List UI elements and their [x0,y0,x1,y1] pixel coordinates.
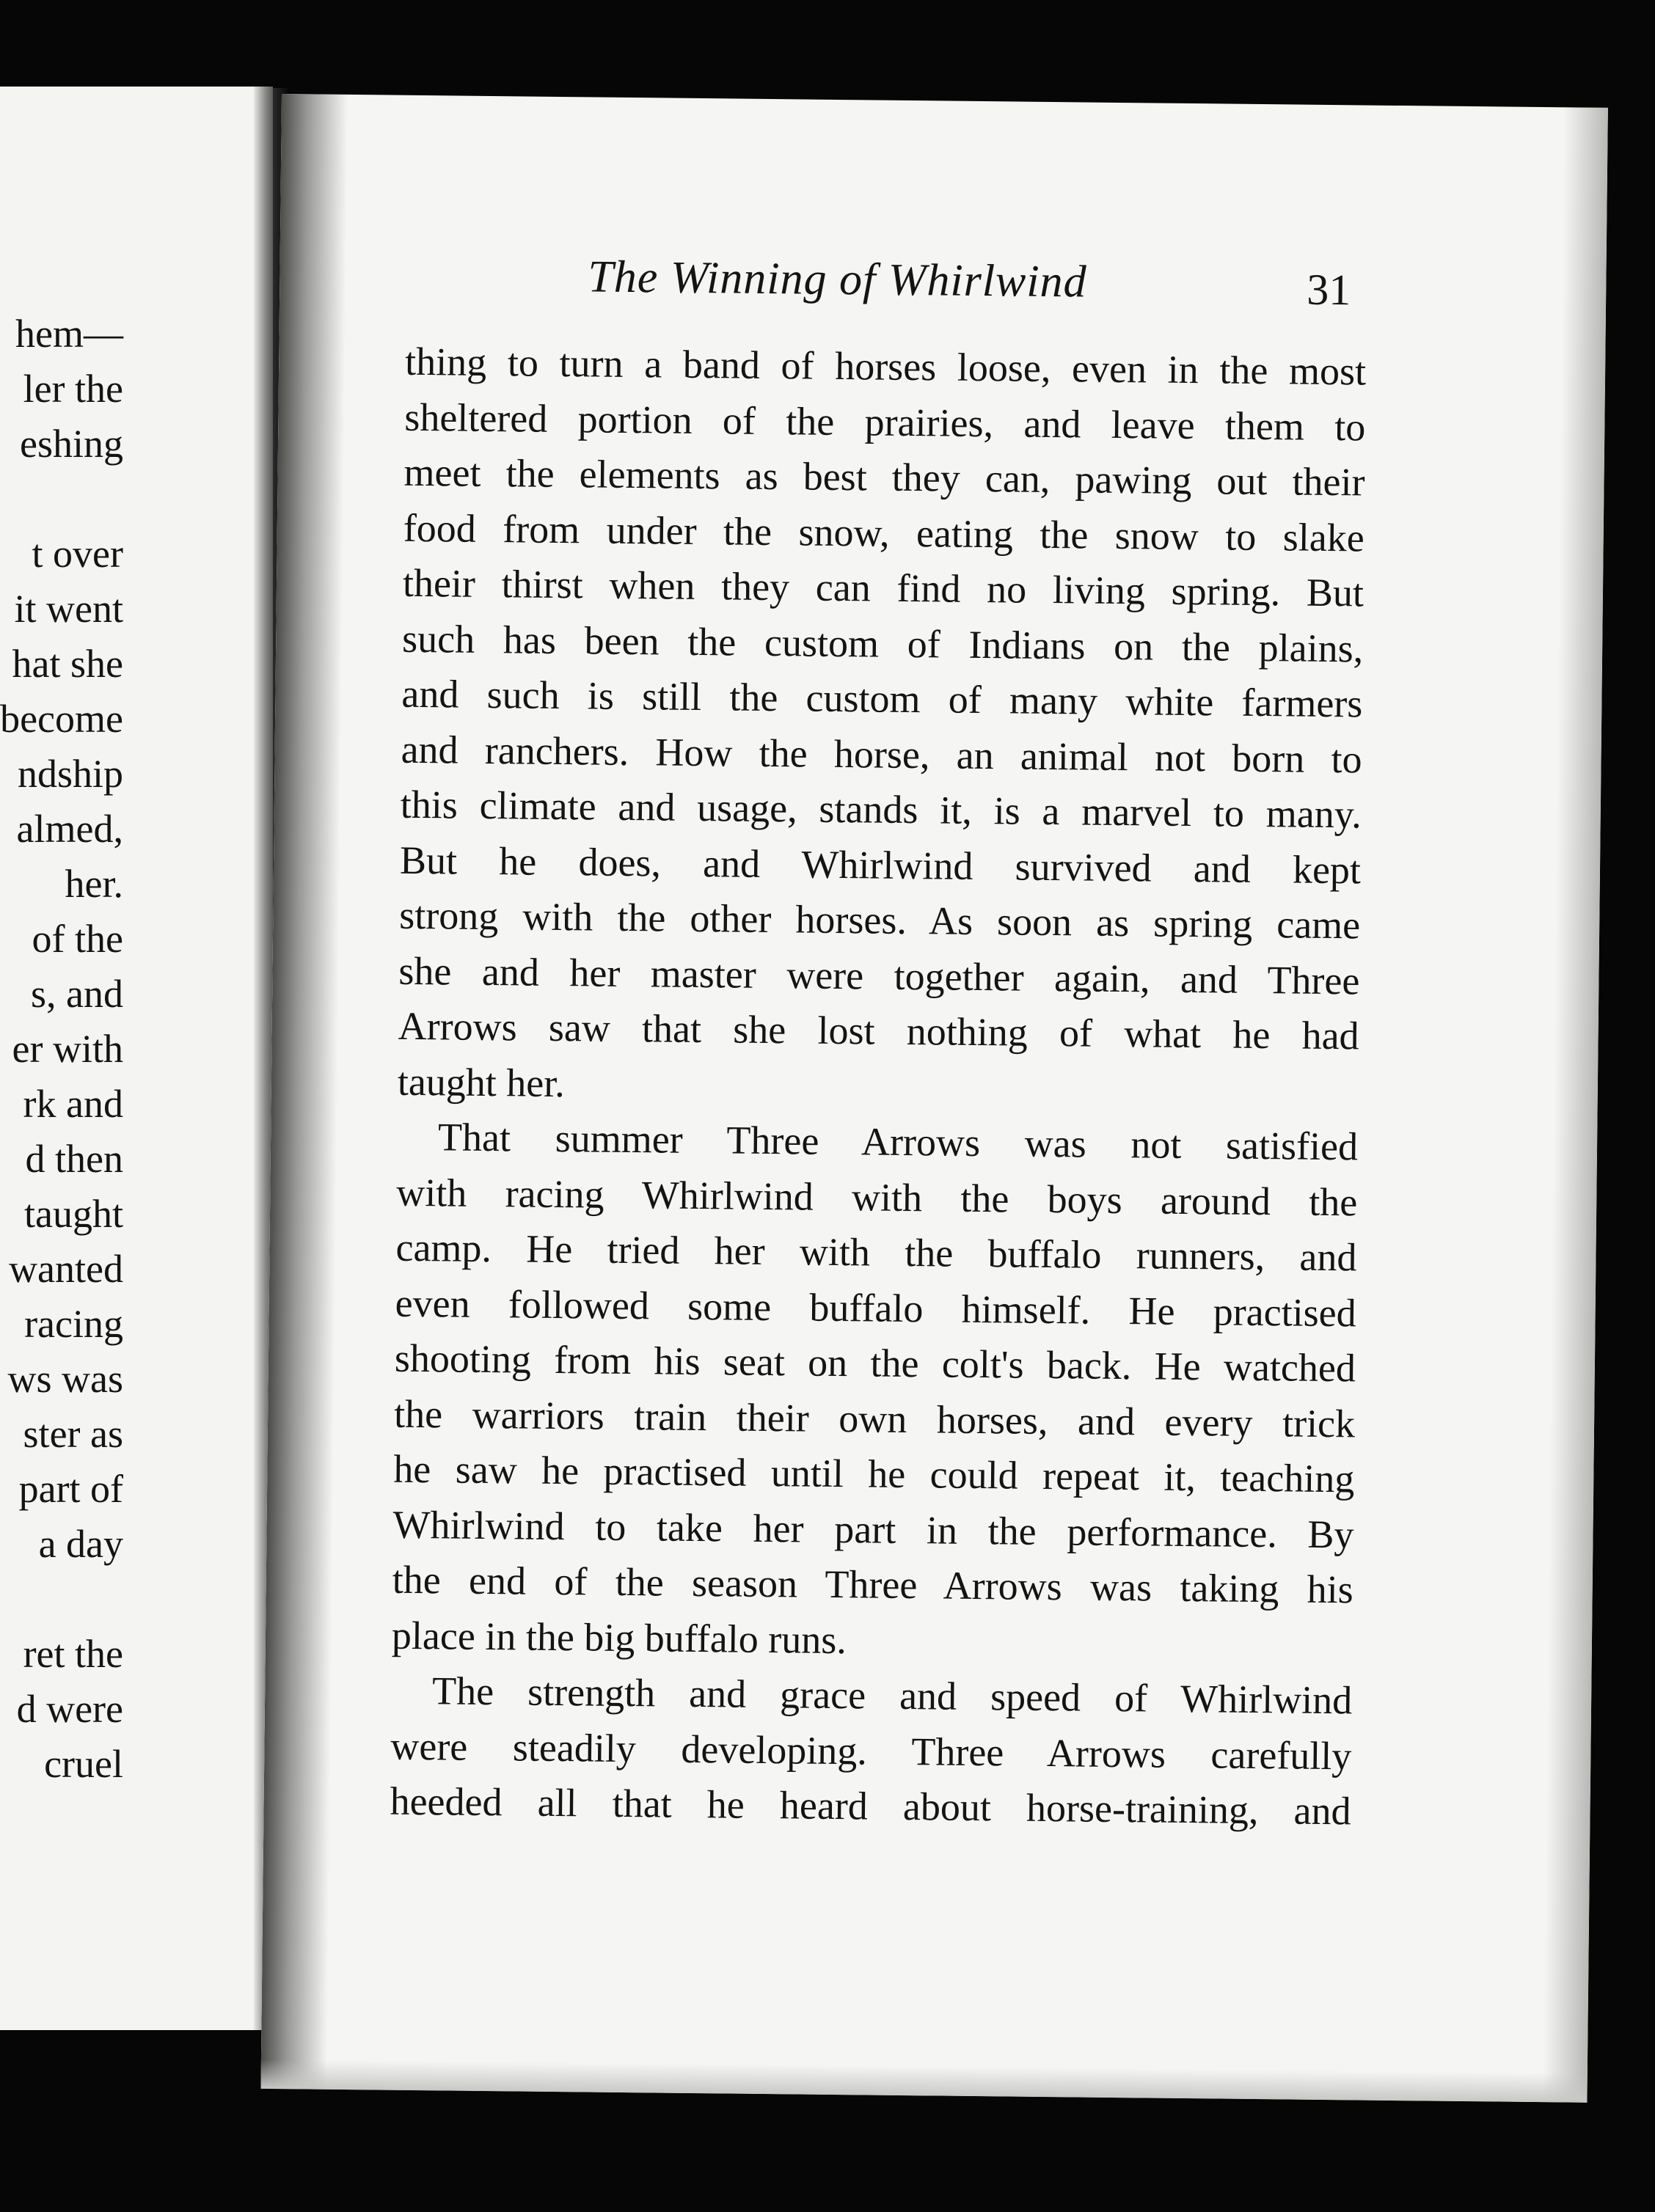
left-page-line [0,472,123,527]
text-line: he saw he practised until he could repeat it, teaching [393,1446,1355,1501]
text-line: their thirst when they can find no living spring. But [402,560,1364,615]
text-line: even followed some buffalo himself. He practised [395,1281,1356,1335]
left-page-line: ws was [7,1357,123,1401]
text-line: and ranchers. How the horse, an animal not born to [401,727,1362,781]
left-page-line: racing [24,1302,123,1346]
page-number: 31 [1306,265,1351,315]
left-page-line: ler the [23,367,123,411]
left-page-line: d then [25,1137,123,1181]
left-page-line: it went [14,587,123,631]
text-line: The strength and grace and speed of Whirlwind [431,1669,1353,1723]
text-line: the warriors train their own horses, and every trick [393,1391,1356,1446]
left-page-line: er with [12,1027,123,1071]
text-line: meet the elements as best they can, pawing out their [403,450,1365,505]
left-page-line: t over [32,532,123,576]
text-line: food from under the snow, eating the snow to slake [403,505,1365,560]
left-page-line: rk and [23,1082,123,1126]
text-line: That summer Three Arrows was not satisfied [437,1115,1359,1169]
text-line: But he does, and Whirlwind survived and kept [399,838,1362,892]
left-page-line: cruel [44,1742,123,1786]
left-page-line: hat she [12,642,123,686]
left-page [0,87,273,2030]
text-line: Arrows saw that she lost nothing of what he had [398,1003,1359,1058]
body-text [390,334,1366,1839]
left-page-line: wanted [9,1247,123,1291]
left-page-line: eshing [20,422,123,466]
text-line: thing to turn a band of horses loose, even in the most [404,339,1367,394]
text-line: place in the big buffalo runs. [391,1613,847,1662]
left-page-line: hem— [15,312,123,356]
running-head: The Winning of Whirlwind [588,252,1087,307]
text-line: such has been the custom of Indians on the plains, [401,616,1364,670]
text-line: Whirlwind to take her part in the performance. By [392,1502,1354,1556]
left-page-line: s, and [31,972,123,1016]
text-line: sheltered portion of the prairies, and leave them to [404,395,1366,449]
text-line: this climate and usage, stands it, is a marvel to many. [400,782,1362,837]
text-line: she and her master were together again, and Three [398,948,1360,1003]
text-line: the end of the season Three Arrows was taking his [392,1557,1354,1612]
text-line: and such is still the custom of many white farmers [401,671,1363,726]
text-line: with racing Whirlwind with the boys around the [396,1170,1358,1224]
left-page-text [0,307,123,1792]
page-bottom-shadow [261,2059,1588,2103]
left-page-line [0,1572,123,1627]
left-page-line: ret the [23,1632,123,1676]
left-page-line: ndship [17,752,123,796]
text-line: shooting from his seat on the colt's back. He watched [394,1336,1356,1391]
left-page-line: of the [32,917,123,961]
text-line: taught her. [397,1059,566,1105]
text-line: heeded all that he heard about horse-training, and [390,1779,1351,1834]
left-page-line: d were [16,1687,123,1731]
right-page-edge-shadow [1543,107,1607,2102]
text-line: camp. He tried her with the buffalo runners, and [395,1225,1357,1280]
text-line: were steadily developing. Three Arrows carefully [390,1724,1352,1778]
left-page-line: almed, [16,807,123,851]
left-page-line: part of [18,1467,123,1511]
left-page-line: her. [65,862,123,906]
text-line: strong with the other horses. As soon as spring came [398,893,1361,948]
left-page-line: ster as [23,1412,123,1456]
left-page-line: a day [38,1522,123,1566]
left-page-line: taught [24,1192,123,1236]
left-page-line: become [0,697,123,741]
right-page [261,94,1608,2103]
